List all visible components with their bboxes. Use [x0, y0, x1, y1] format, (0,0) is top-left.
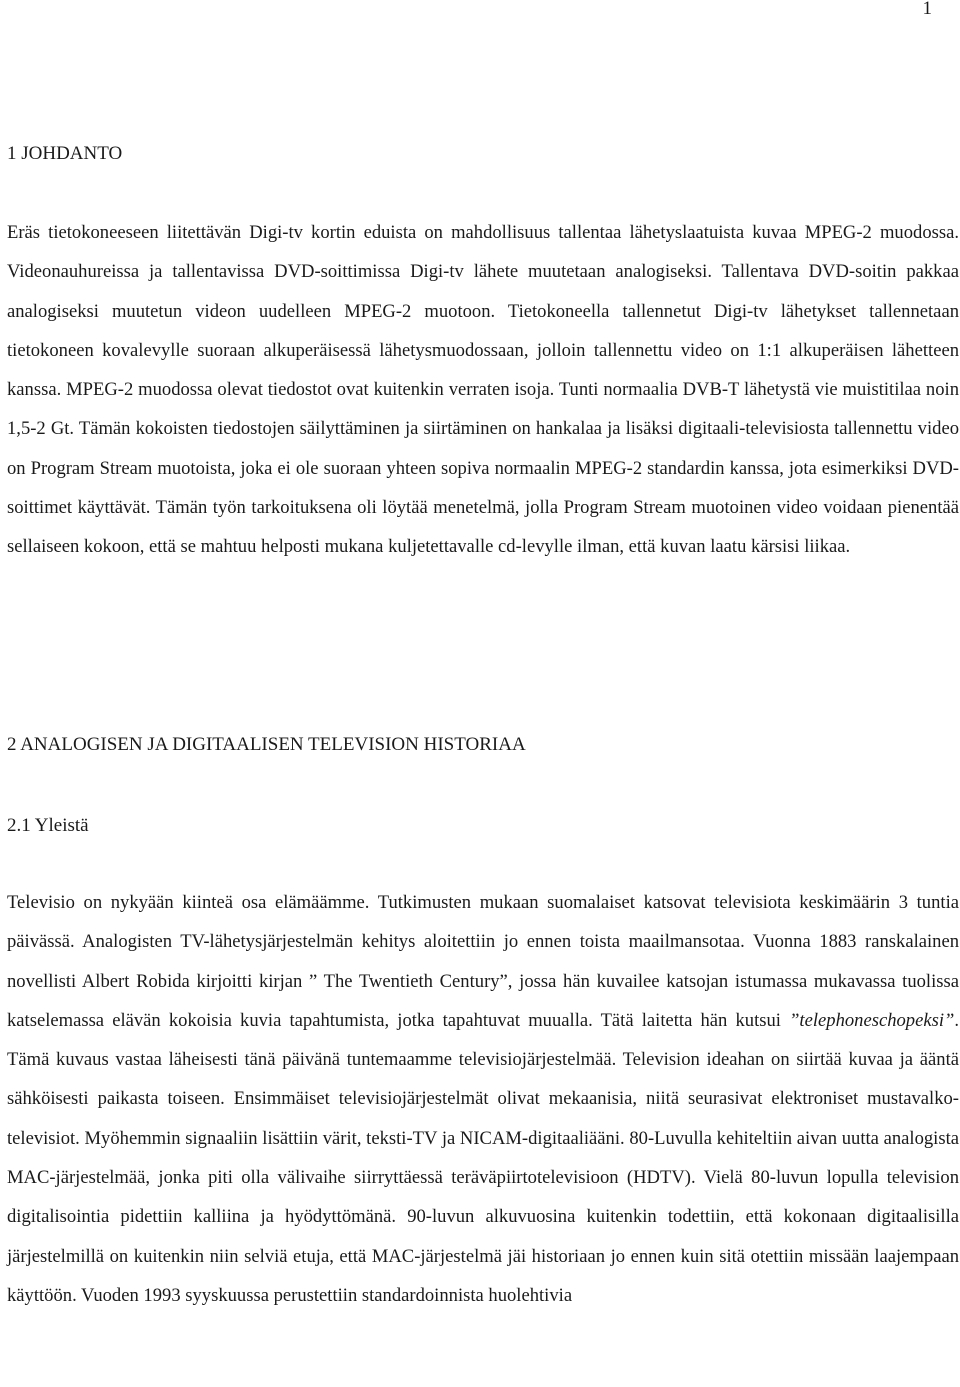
subsection-heading-yleista: 2.1 Yleistä — [7, 815, 89, 836]
history-paragraph-text-end: . Tämä kuvaus vastaa läheisesti tänä päivänä tuntemaamme televisiojärjestelmää. Television ideahan on siirtää kuvaa ja ääntä sähköisesti paikasta toiseen. Ensimmäiset televisiojärjestelmät olivat mekaanisia, niitä seurasivat elektroniset mustavalko-televisiot. Myöhemmin signaaliin lisättiin värit, teksti-TV ja NICAM-digitaaliääni. 80-Luvulla kehiteltiin aivan uutta analogista MAC-järjestelmää, jonka piti olla välivaihe siirryttäessä teräväpiirtotelevisioon (HDTV). Vielä 80-luvun lopulla television digitalisointia pidettiin kalliina ja hyödyttömänä. 90-luvun alkuvuosina kuitenkin todettiin, että kokonaan digitaalisilla järjestelmillä on kuitenkin niin selviä etuja, että MAC-järjestelmä jäi historiaan jo ennen kuin sitä otettiin missään laajempaan käyttöön. Vuoden 1993 syyskuussa perustettiin standardoinnista huolehtivia — [7, 1009, 959, 1306]
history-paragraph-italic-term: ”telephoneschopeksi” — [789, 1009, 955, 1031]
page-number: 1 — [922, 0, 932, 19]
history-paragraph — [7, 883, 959, 1315]
introduction-paragraph: Eräs tietokoneeseen liitettävän Digi-tv kortin eduista on mahdollisuus tallentaa lähetyslaatuista kuvaa MPEG-2 muodossa. Videonauhureissa ja tallentavissa DVD-soittimissa Digi-tv lähete muutetaan analogiseksi. Tallentava DVD-soitin pakkaa analogiseksi muutetun videon uudelleen MPEG-2 muotoon. Tietokoneella tallennetut Digi-tv lähetykset tallennetaan tietokoneen kovalevylle suoraan alkuperäisessä lähetysmuodossaan, jolloin tallennettu video on 1:1 alkuperäisen lähetteen kanssa. MPEG-2 muodossa olevat tiedostot ovat kuitenkin verraten isoja. Tunti normaalia DVB-T lähetystä vie muistitilaa noin 1,5-2 Gt. Tämän kokoisten tiedostojen säilyttäminen ja siirtäminen on hankalaa ja lisäksi digitaali-televisiosta tallennettu video on Program Stream muotoista, joka ei ole suoraan yhteen sopiva normaalin MPEG-2 standardin kanssa, jota esimerkiksi DVD-soittimet käyttävät. Tämän työn tarkoituksena oli löytää menetelmä, jolla Program Stream muotoinen video voidaan pienentää sellaiseen kokoon, että se mahtuu helposti mukana kuljetettavalle cd-levylle ilman, että kuvan laatu kärsisi liikaa. — [7, 222, 959, 558]
section-heading-historia: 2 ANALOGISEN JA DIGITAALISEN TELEVISION HISTORIAA — [7, 734, 526, 755]
section-heading-johdanto: 1 JOHDANTO — [7, 143, 123, 164]
history-paragraph-text-start: Televisio on nykyään kiinteä osa elämäämme. Tutkimusten mukaan suomalaiset katsovat televisiota keskimäärin 3 tuntia päivässä. Analogisten TV-lähetysjärjestelmän kehitys aloitettiin jo ennen toista maailmansotaa. Vuonna 1883 ranskalainen novellisti Albert Robida kirjoitti kirjan ” The Twentieth Century”, jossa hän kuvailee katsojan istumassa mukavassa tuolissa katselemassa elävän kokoisia kuvia tapahtumista, jotka tapahtuvat muualla. Tätä laitetta hän kutsui — [7, 892, 959, 1031]
